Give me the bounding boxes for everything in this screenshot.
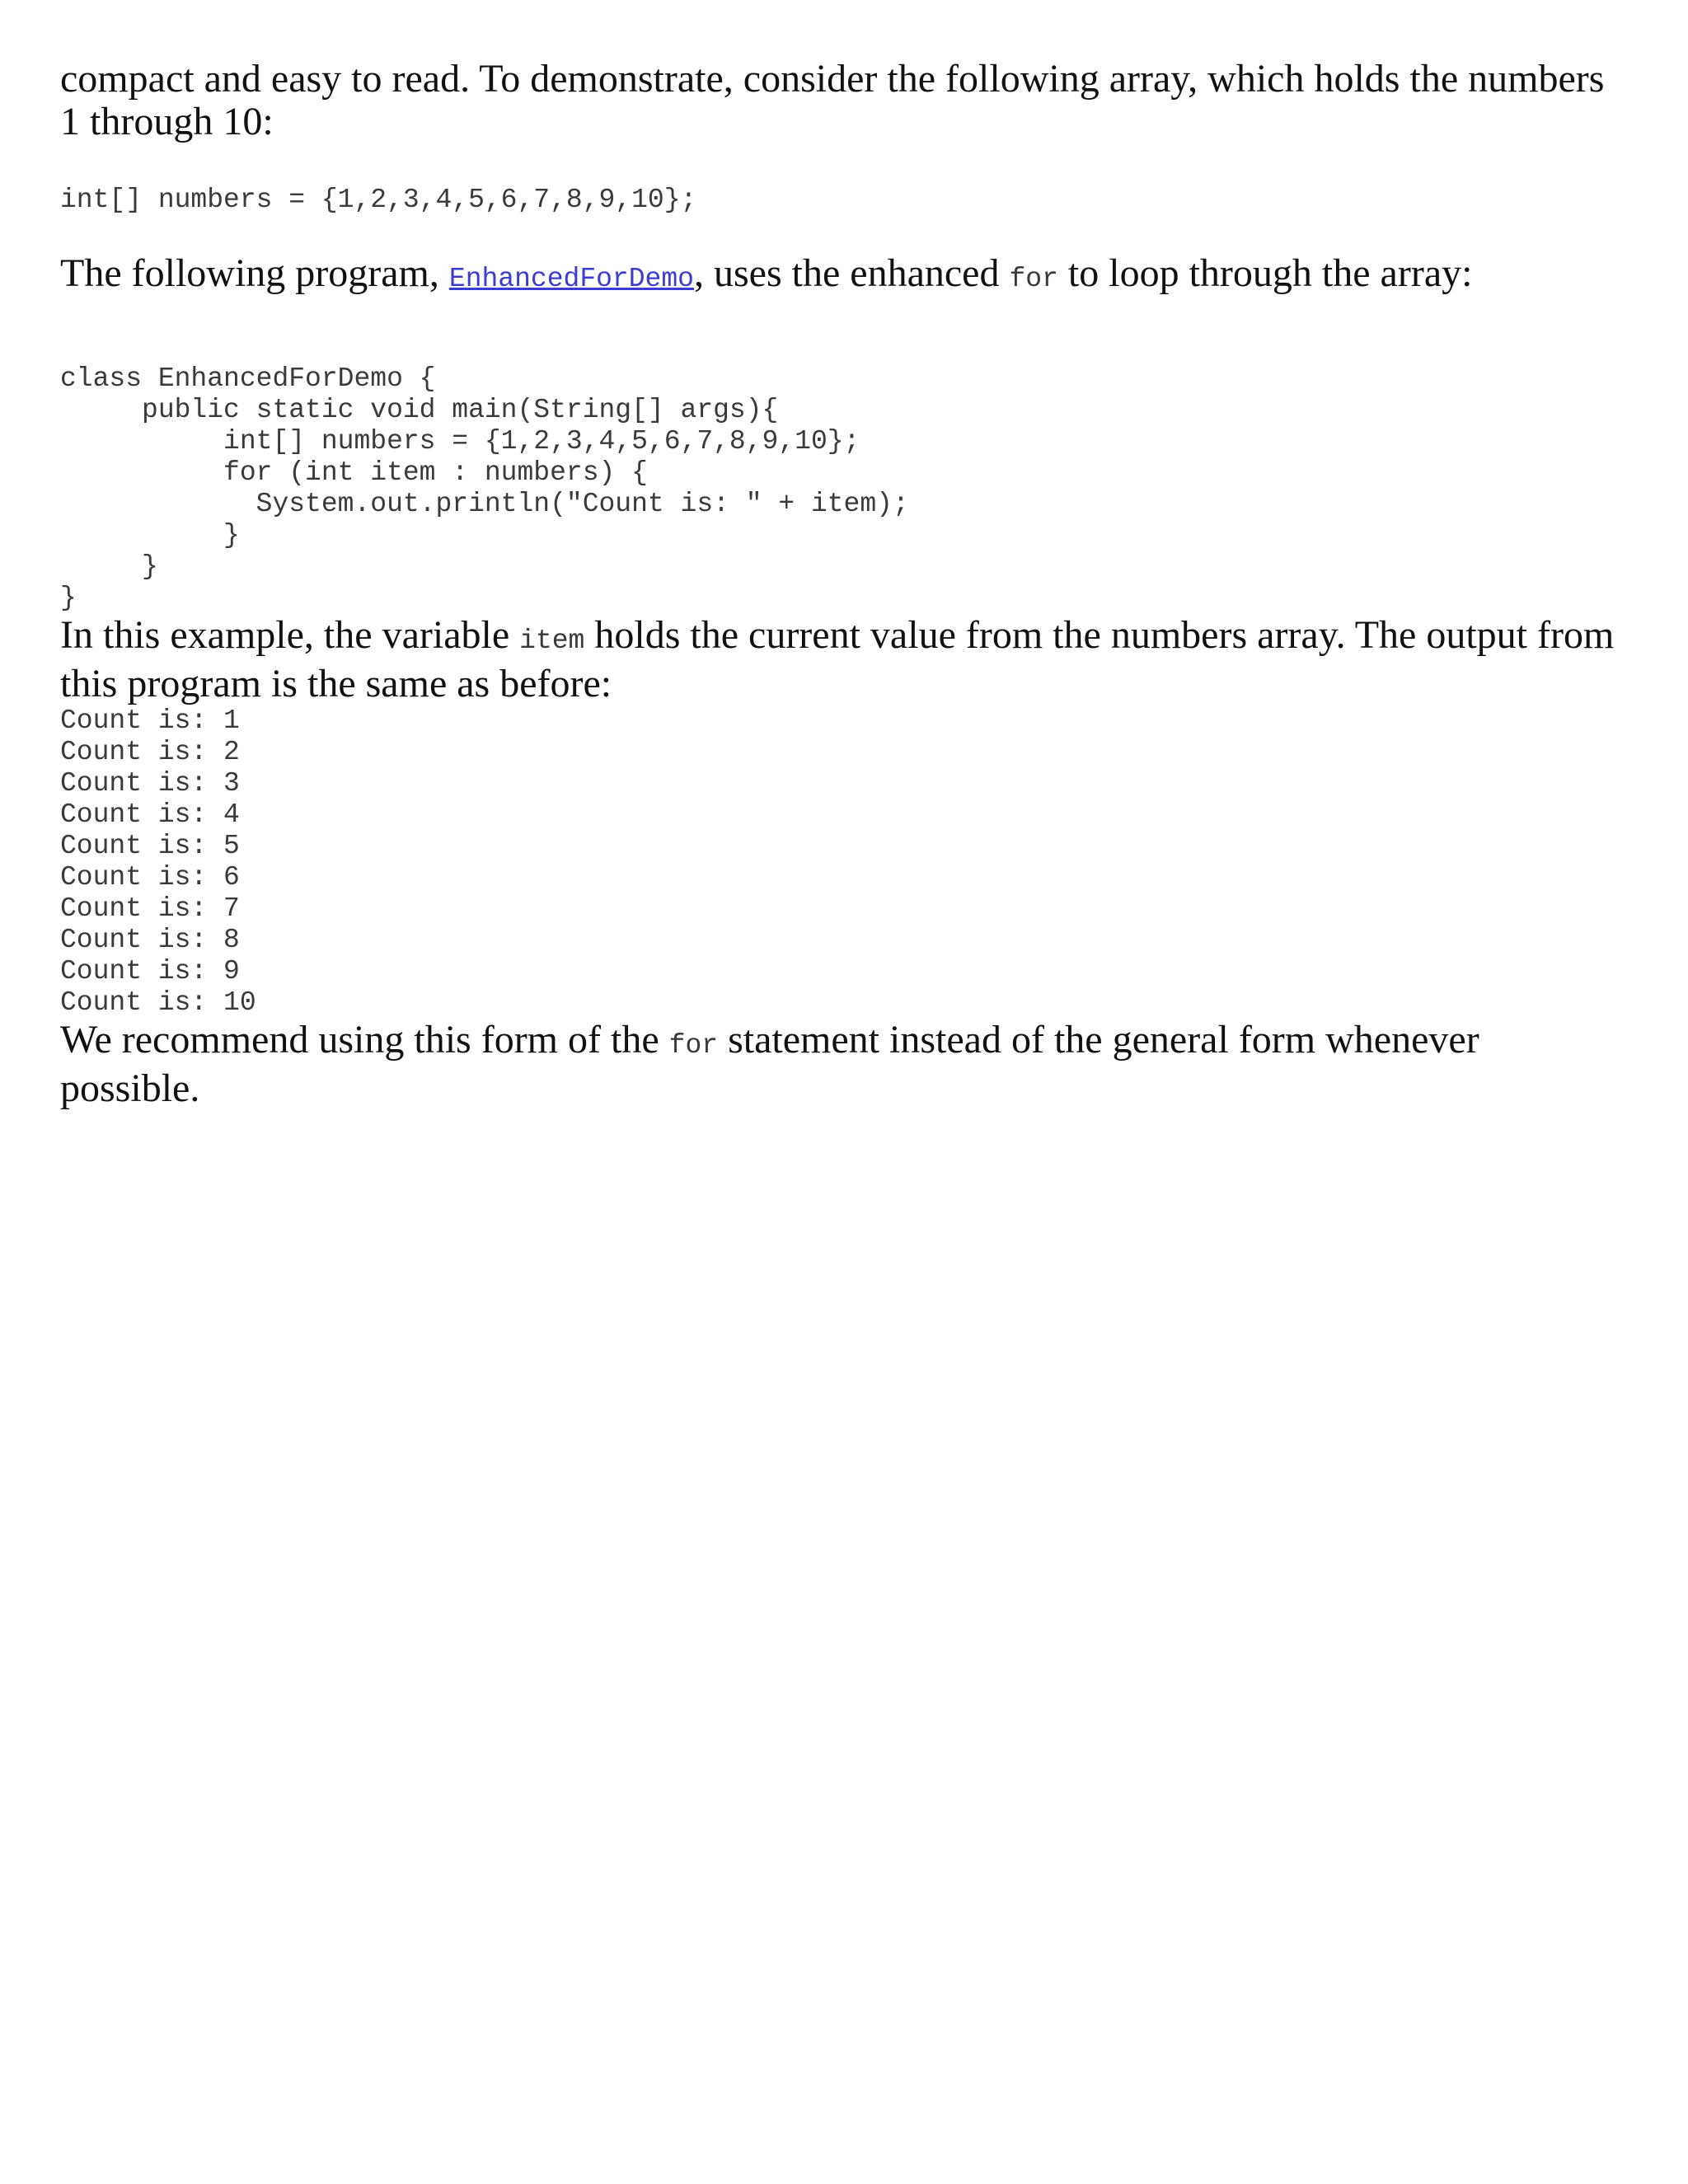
paragraph-text: In this example, the variable (60, 613, 520, 657)
program-output (60, 705, 1626, 1019)
code-line: class EnhancedForDemo { (60, 363, 436, 394)
paragraph-text: holds the current value from the numbers array. The output from this program is the same as before: (60, 613, 1615, 705)
output-line: Count is: 3 (60, 768, 240, 799)
intro-paragraph: compact and easy to read. To demonstrate, consider the following array, which holds the numbers 1 through 10: (60, 57, 1605, 143)
code-listing (60, 363, 1626, 614)
enhanced-for-demo-link[interactable]: EnhancedForDemo (448, 264, 694, 294)
array-declaration-code: int[] numbers = {1,2,3,4,5,6,7,8,9,10}; (60, 185, 697, 215)
paragraph-text: The following program, (60, 251, 449, 295)
code-line: System.out.println("Count is: " + item); (60, 489, 909, 519)
output-line: Count is: 2 (60, 737, 240, 767)
output-line: Count is: 5 (60, 831, 240, 861)
code-line: int[] numbers = {1,2,3,4,5,6,7,8,9,10}; (60, 426, 860, 457)
inline-code-item: item (519, 626, 585, 656)
program-intro-paragraph (60, 252, 1626, 301)
inline-code-for: for (668, 1030, 719, 1061)
explanation-paragraph (60, 614, 1626, 705)
document-page (60, 58, 1626, 1110)
recommendation-paragraph (60, 1019, 1626, 1110)
code-line: for (int item : numbers) { (60, 457, 648, 488)
output-line: Count is: 8 (60, 925, 240, 955)
paragraph-text: statement instead of the general form whenever possible. (60, 1018, 1479, 1110)
code-line: } (60, 551, 158, 582)
output-line: Count is: 6 (60, 862, 240, 893)
paragraph-text: to loop through the array: (1057, 251, 1473, 295)
output-line: Count is: 4 (60, 799, 240, 830)
code-line: public static void main(String[] args){ (60, 395, 779, 425)
code-line: } (60, 520, 240, 551)
paragraph-text: , uses the enhanced (693, 251, 1010, 295)
output-line: Count is: 7 (60, 893, 240, 924)
output-line: Count is: 9 (60, 956, 240, 987)
paragraph-text: We recommend using this form of the (60, 1018, 669, 1062)
output-line: Count is: 1 (60, 705, 240, 736)
output-line: Count is: 10 (60, 987, 256, 1018)
code-line: } (60, 583, 77, 613)
inline-code-for: for (1009, 264, 1058, 294)
